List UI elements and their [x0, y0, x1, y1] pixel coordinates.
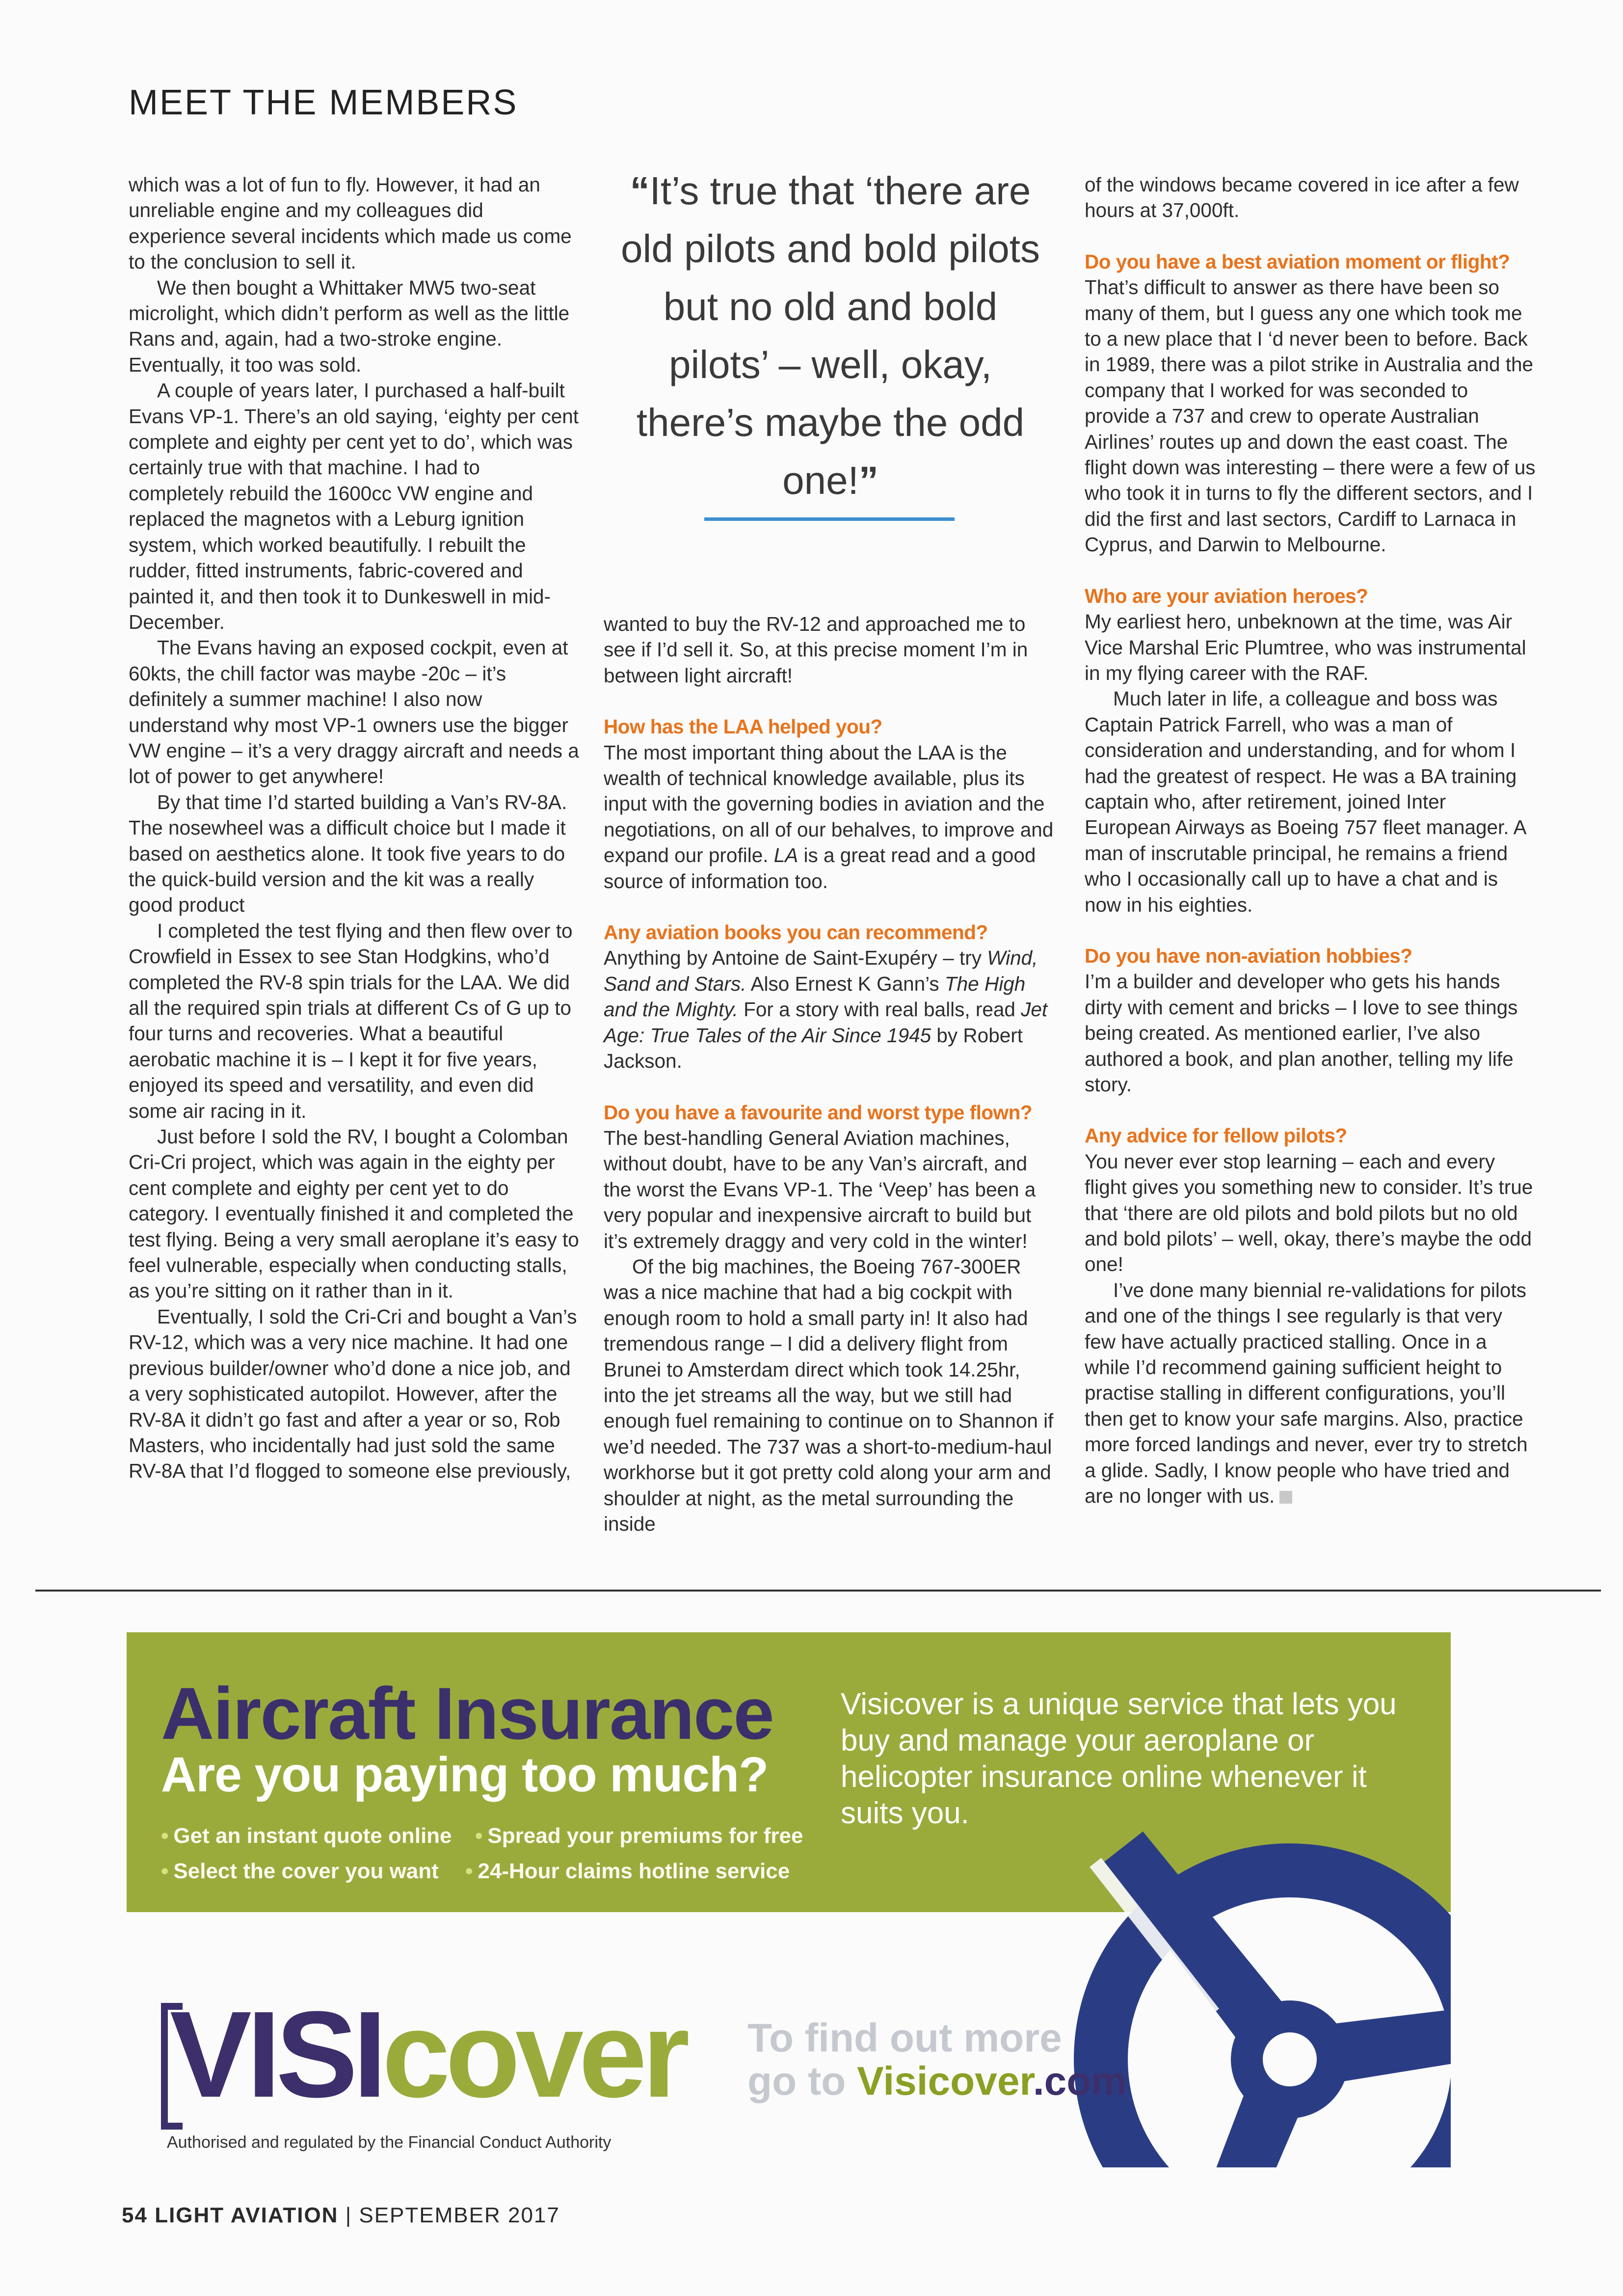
advert-bullet: • Select the cover you want: [161, 1859, 439, 1883]
question-heading: Any aviation books you can recommend?: [604, 921, 988, 944]
end-mark: [1279, 1491, 1292, 1504]
propeller-icon: [1020, 1789, 1451, 2167]
advert-subtitle: Are you paying too much?: [161, 1747, 769, 1802]
pull-quote-rule: [704, 517, 955, 521]
question-heading: Who are your aviation heroes?: [1085, 584, 1368, 607]
advert-description: Visicover is a unique service that lets you buy and manage your aeroplane or helicopter insurance online whenever it suits you.: [841, 1687, 1397, 1830]
page-footer: [122, 2203, 560, 2228]
answer-paragraph: I’m a builder and developer who gets his hands dirty with cement and bricks – I love to see things being created. As mentioned earlier, I’ve also authored a book, and plan another, telling my life story.: [1085, 970, 1518, 1096]
answer-paragraph: You never ever stop learning – each and every flight gives you something new to consider. It’s true that ‘there are old pilots and bold pilots but no old and bold pilots’ – well, okay, there’s maybe the odd one!: [1085, 1150, 1533, 1276]
paragraph: wanted to buy the RV-12 and approached me to see if I’d sell it. So, at this precise moment I’m in between light aircraft!: [604, 613, 1028, 687]
question-heading: How has the LAA helped you?: [604, 715, 882, 738]
close-quote-mark: ”: [858, 459, 878, 502]
paragraph: which was a lot of fun to fly. However, it had an unreliable engine and my colleagues did experience several incidents which made us come to the conclusion to sell it.: [129, 173, 572, 273]
answer-paragraph: The best-handling General Aviation machines, without doubt, have to be any Van’s aircraft, and the worst the Evans VP-1. The ‘Veep’ has been a very popular and inexpensive aircraft to build but it’s extremely draggy and very cold in the winter!: [604, 1126, 1036, 1252]
pull-quote-text: It’s true that ‘there are old pilots and bold pilots but no old and bold pilots’ – well, okay, there’s maybe the odd one!: [621, 169, 1040, 502]
article-column-3: [1085, 172, 1536, 1509]
paragraph: of the windows became covered in ice after a few hours at 37,000ft.: [1085, 173, 1519, 222]
magazine-name: LIGHT AVIATION: [155, 2203, 339, 2227]
article-column-1: [129, 172, 580, 1484]
paragraph: By that time I’d started building a Van’s RV-8A. The nosewheel was a difficult choice but I made it based on aesthetics alone. It took five years to do the quick-build version and the kit was a really good product: [129, 790, 567, 917]
answer-paragraph: Of the big machines, the Boeing 767-300ER was a nice machine that had a big cockpit with enough room to hold a small party in! It also had tremendous range – I did a delivery flight from Brunei to Amsterdam direct which took 14.25hr, into the jet streams all the way, but we still had enough fuel remaining to continue on to Shannon if we’d needed. The 737 was a short-to-medium-haul workhorse but it got pretty cold along your arm and shoulder at night, as the metal surrounding the inside: [604, 1255, 1054, 1535]
advert-bullet: • 24-Hour claims hotline service: [465, 1859, 790, 1883]
paragraph: Eventually, I sold the Cri-Cri and bought a Van’s RV-12, which was a very nice machine. It had one previous builder/owner who’d done a nice job, and a very sophisticated autopilot. However, after the RV-8A it didn’t go fast and after a year or so, Rob Masters, who incidentally had just sold the same RV-8A that I’d flogged to someone else previously,: [129, 1305, 577, 1483]
advert-cta-line1: To find out more: [747, 2016, 1062, 2060]
answer-paragraph: Anything by Antoine de Saint-Exupéry – try Wind, Sand and Stars. Also Ernest K Gann’s The High and the Mighty. For a story with real balls, read Jet Age: True Tales of the Air Since 1945 by Robert Jackson.: [604, 946, 1048, 1073]
advert-title: Aircraft Insurance: [161, 1672, 773, 1755]
open-quote-mark: “: [630, 169, 650, 213]
visicover-advert[interactable]: [127, 1632, 1451, 2167]
answer-paragraph: That’s difficult to answer as there have been so many of them, but I guess any one which took me to a new place that I ‘d never been to before. Back in 1989, there was a pilot strike in Australia and the company that I worked for was seconded to provide a 737 and crew to operate Australian Airlines’ routes up and down the east coast. The flight down was interesting – there were a few of us who took it in turns to fly the different sectors, and I did the first and last sectors, Cardiff to Larnaca in Cyprus, and Darwin to Melbourne.: [1085, 276, 1536, 556]
paragraph: A couple of years later, I purchased a half-built Evans VP-1. There’s an old saying, ‘eighty per cent complete and eighty per cent yet to do’, which was certainly true with that machine. I had to completely rebuild the 1600cc VW engine and replaced the magnetos with a Leburg ignition system, which worked beautifully. I rebuilt the rudder, fitted instruments, fabric-covered and painted it, and then took it to Dunkeswell in mid-December.: [129, 379, 579, 633]
pull-quote: [619, 162, 1041, 510]
advert-bullet: • Spread your premiums for free: [475, 1824, 803, 1848]
paragraph: We then bought a Whittaker MW5 two-seat microlight, which didn’t perform as well as the little Rans and, again, had a two-stroke engine. Eventually, it too was sold.: [129, 276, 570, 376]
section-divider: [35, 1590, 1601, 1592]
answer-paragraph: Much later in life, a colleague and boss was Captain Patrick Farrell, who was a man of consideration and understanding, and for whom I had the greatest of respect. He was a BA training captain who, after retirement, joined Inter European Airways as Boeing 757 fleet manager. A man of inscrutable principal, he remains a friend who I occasionally call up to have a chat and is now in his eighties.: [1085, 687, 1526, 916]
section-title: MEET THE MEMBERS: [129, 83, 518, 122]
page-number: 54: [122, 2203, 148, 2227]
paragraph: The Evans having an exposed cockpit, even at 60kts, the chill factor was maybe -20c – it’s definitely a summer machine! I also now understand why most VP-1 owners use the bigger VW engine – it’s a very draggy aircraft and needs a lot of power to get anywhere!: [129, 636, 579, 788]
paragraph: Just before I sold the RV, I bought a Colomban Cri-Cri project, which was again in the eighty per cent complete and eighty per cent yet to do category. I eventually finished it and completed the test flying. Being a very small aeroplane it’s easy to feel vulnerable, especially when conducting stalls, as you’re sitting on it rather than in it.: [129, 1125, 579, 1302]
article-column-2: [604, 611, 1055, 1537]
question-heading: Do you have non-aviation hobbies?: [1085, 944, 1412, 967]
question-heading: Do you have a best aviation moment or flight?: [1085, 250, 1510, 273]
regulation-notice: Authorised and regulated by the Financial Conduct Authority: [167, 2133, 612, 2152]
issue-date: SEPTEMBER 2017: [359, 2203, 560, 2227]
question-heading: Any advice for fellow pilots?: [1085, 1124, 1347, 1147]
paragraph: I completed the test flying and then flew over to Crowfield in Essex to see Stan Hodgkins, who’d completed the RV-8 spin trials for the LAA. We did all the required spin trials at different Cs of G up to four turns and recoveries. What a beautiful aerobatic machine it is – I kept it for five years, enjoyed its speed and versatility, and even did some air racing in it.: [129, 919, 573, 1122]
advert-cta-link[interactable]: go to Visicover.com: [747, 2059, 1127, 2104]
answer-paragraph: The most important thing about the LAA is the wealth of technical knowledge available, plus its input with the governing bodies in aviation and the negotiations, on all of our behalves, to improve and expand our profile. LA is a great read and a good source of information too.: [604, 741, 1054, 892]
answer-paragraph: I’ve done many biennial re-validations for pilots and one of the things I see regularly is that very few have actually practiced stalling. Once in a while I’d recommend gaining sufficient height to practise stalling in different configurations, you’ll then get to know your safe margins. Also, practice more forced landings and never, ever try to stretch a glide. Sadly, I know people who have tried and are no longer with us.: [1085, 1278, 1528, 1508]
answer-paragraph: My earliest hero, unbeknown at the time, was Air Vice Marshal Eric Plumtree, who was instrumental in my flying career with the RAF.: [1085, 610, 1526, 684]
footer-separator: |: [345, 2203, 352, 2227]
visicover-logo[interactable]: VISIcover: [170, 1986, 685, 2123]
advert-bullet: • Get an instant quote online: [161, 1824, 452, 1848]
question-heading: Do you have a favourite and worst type flown?: [604, 1101, 1033, 1124]
